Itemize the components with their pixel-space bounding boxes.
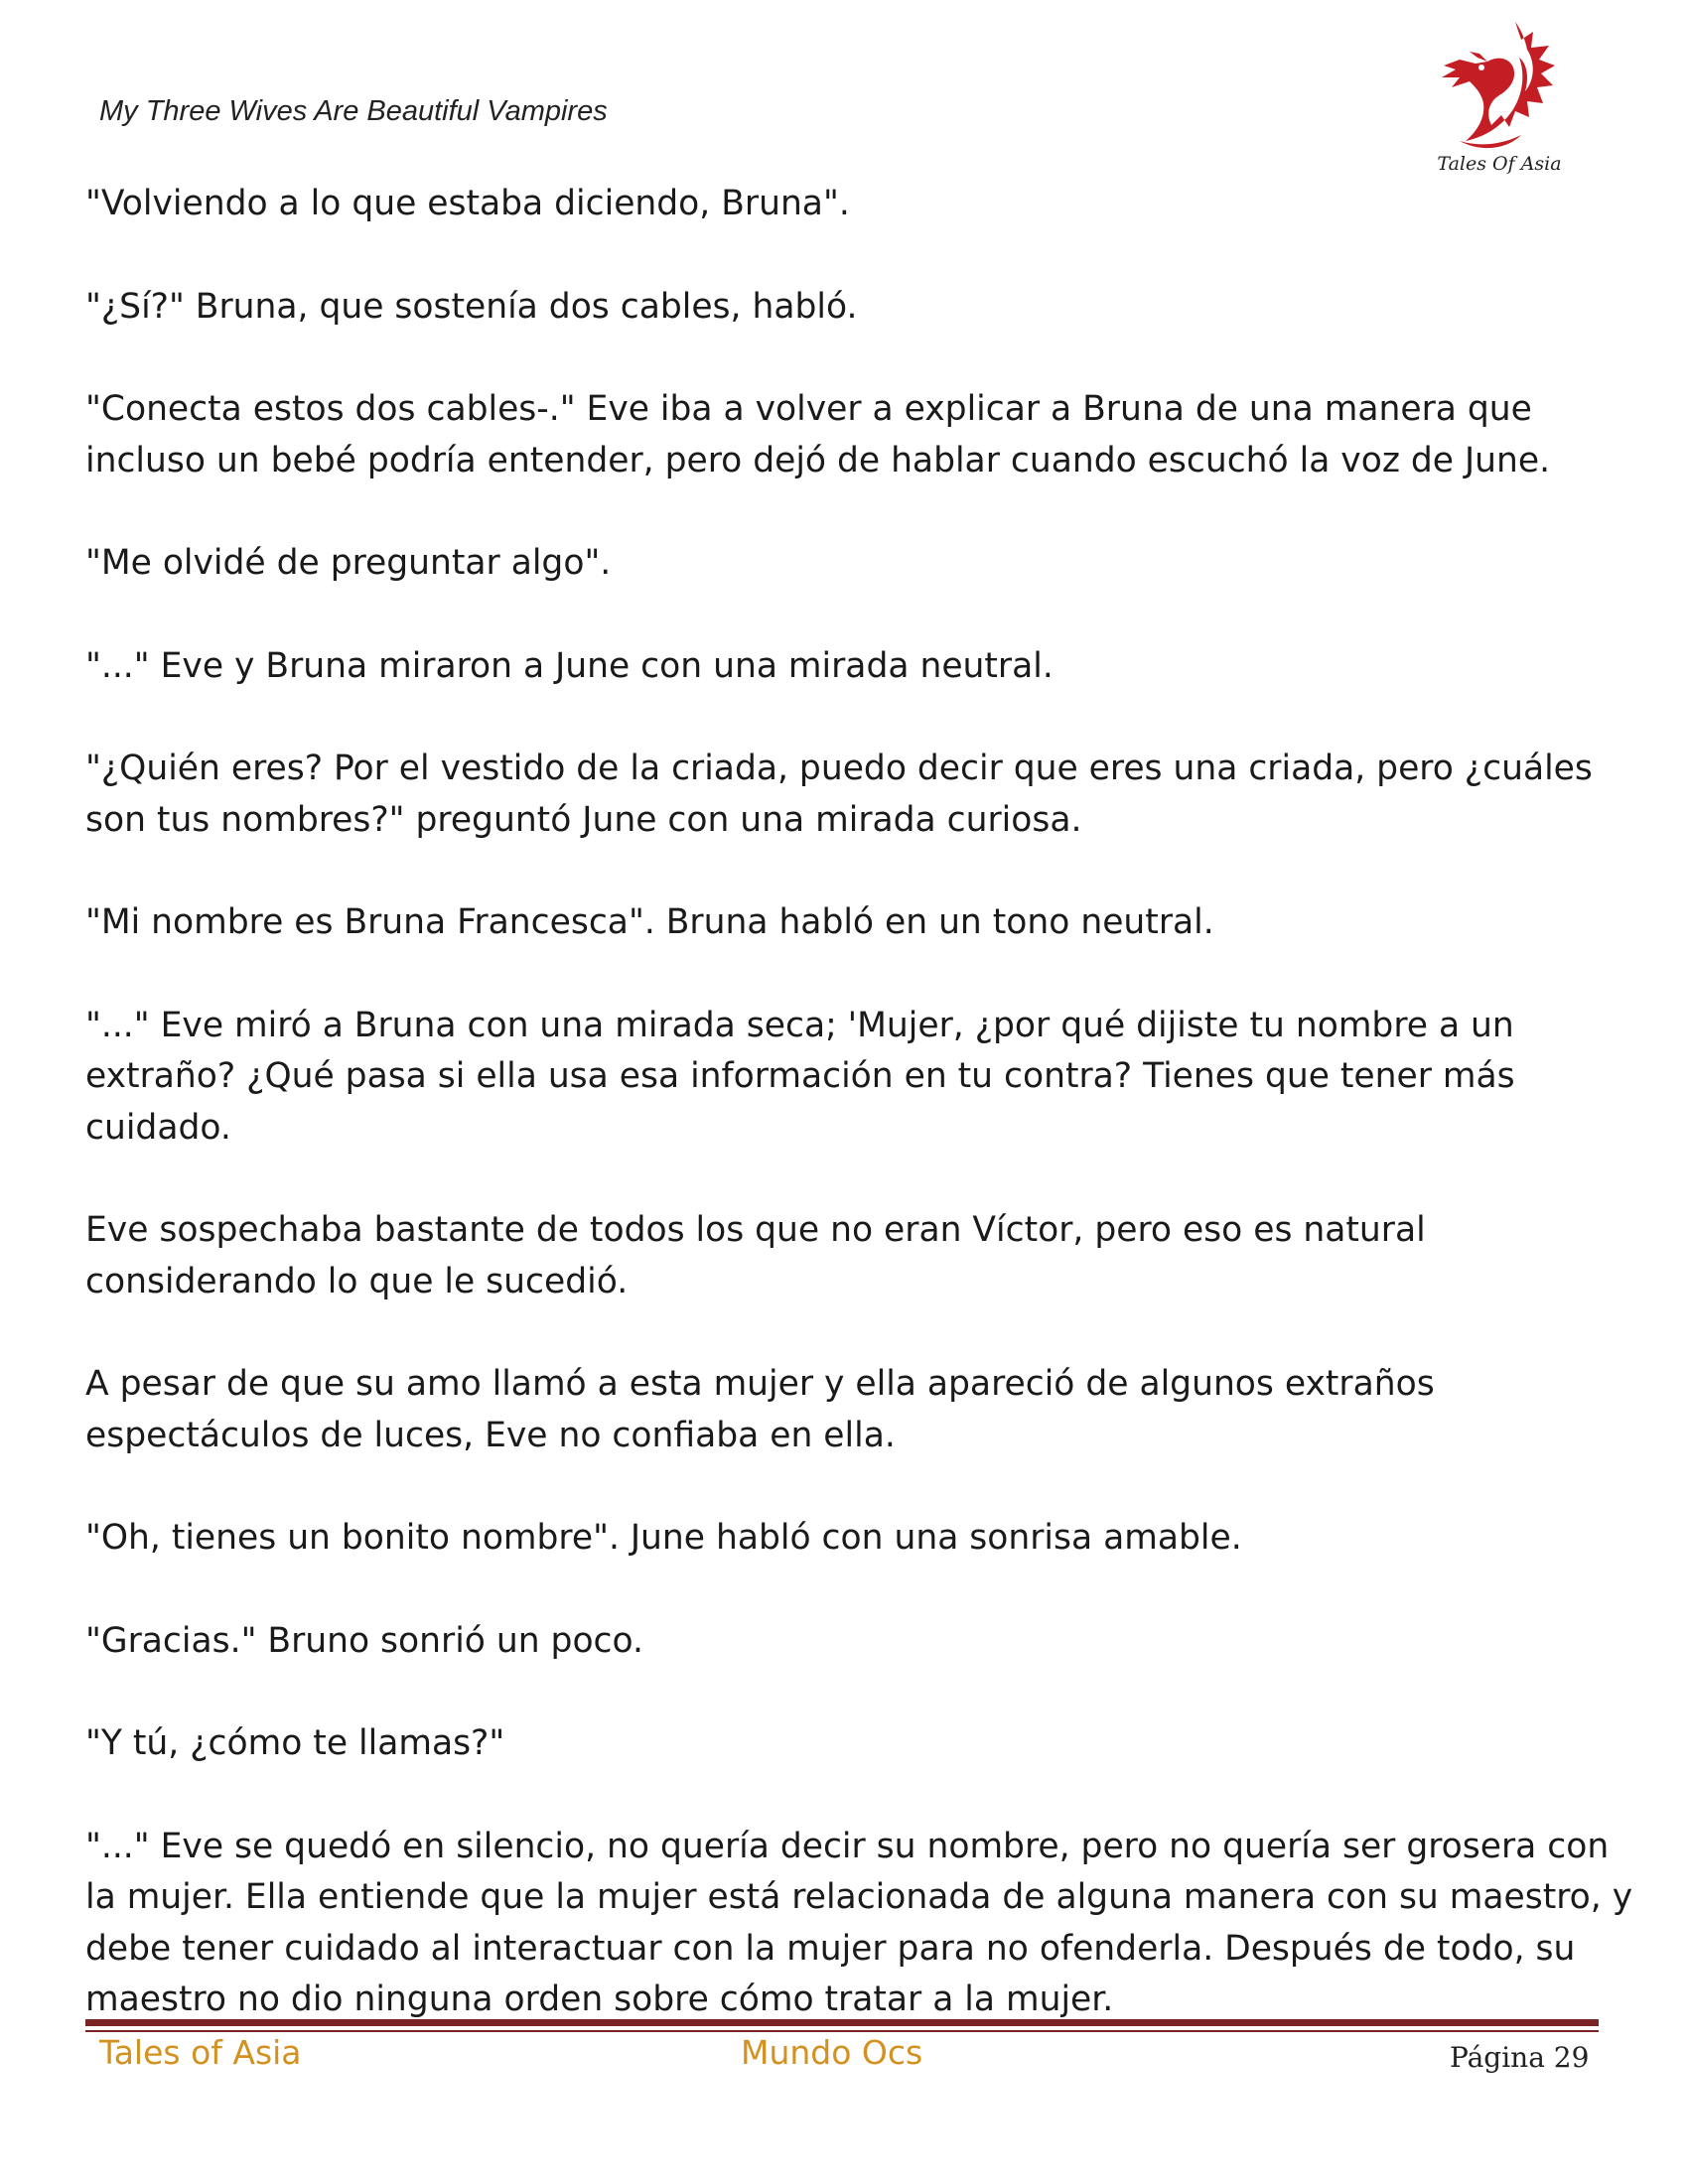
text-line: "¿Quién eres? Por el vestido de la criada, puedo decir que eres una criada, pero ¿cuáles [85, 749, 1593, 788]
text-line: la mujer. Ella entiende que la mujer está relacionada de alguna manera con su maestro, y [85, 1877, 1633, 1917]
text-line: "..." Eve miró a Bruna con una mirada seca; 'Mujer, ¿por qué dijiste tu nombre a un [85, 1005, 1514, 1045]
footer-divider-thin [85, 2030, 1599, 2032]
paragraph [85, 641, 1615, 693]
text-line: son tus nombres?" preguntó June con una mirada curiosa. [85, 799, 1082, 840]
text-line: debe tener cuidado al interactuar con la mujer para no ofenderla. Después de todo, su [85, 1928, 1576, 1969]
text-line: "Mi nombre es Bruna Francesca". Bruna habló en un tono neutral. [85, 902, 1214, 942]
footer-divider [85, 2019, 1599, 2026]
paragraph [85, 744, 1615, 846]
paragraph [85, 538, 1615, 590]
paragraph [85, 897, 1615, 949]
paragraph [85, 1513, 1615, 1565]
logo-wordmark: Tales Of Asia [1437, 153, 1562, 175]
text-line: "Y tú, ¿cómo te llamas?" [85, 1723, 505, 1763]
paragraph [85, 1822, 1633, 2026]
text-line: considerando lo que le sucedió. [85, 1261, 629, 1301]
text-line: "Me olvidé de preguntar algo". [85, 543, 612, 583]
paragraph [85, 1359, 1615, 1461]
text-line: extraño? ¿Qué pasa si ella usa esa información en tu contra? Tienes que tener más [85, 1056, 1515, 1096]
text-line: "Conecta estos dos cables-." Eve iba a volver a explicar a Bruna de una manera que [85, 389, 1532, 429]
text-line: Eve sospechaba bastante de todos los que no eran Víctor, pero eso es natural [85, 1210, 1426, 1250]
text-line: "Oh, tienes un bonito nombre". June habló con una sonrisa amable. [85, 1518, 1242, 1558]
text-line: "Volviendo a lo que estaba diciendo, Bruna". [85, 184, 850, 223]
footer-section: Mundo Ocs [741, 2033, 923, 2072]
document-header-title: My Three Wives Are Beautiful Vampires [99, 95, 608, 127]
paragraph [85, 384, 1615, 486]
text-line: "..." Eve y Bruna miraron a June con una mirada neutral. [85, 645, 1054, 686]
red-dragon-icon [1430, 18, 1569, 155]
paragraph [85, 1205, 1615, 1307]
text-line: "¿Sí?" Bruna, que sostenía dos cables, habló. [85, 286, 858, 327]
paragraph [85, 1616, 1615, 1668]
paragraph [85, 1718, 1615, 1770]
text-line: "..." Eve se quedó en silencio, no quería decir su nombre, pero no quería ser grosera con [85, 1826, 1610, 1866]
text-line: espectáculos de luces, Eve no confiaba en ella. [85, 1415, 896, 1455]
paragraph [85, 1001, 1615, 1155]
page-number: Página 29 [1450, 2041, 1590, 2074]
text-line: cuidado. [85, 1107, 231, 1148]
footer-publisher: Tales of Asia [99, 2033, 302, 2072]
text-line: incluso un bebé podría entender, pero dejó de hablar cuando escuchó la voz de June. [85, 440, 1551, 480]
paragraph [85, 282, 1615, 334]
publisher-logo [1430, 18, 1569, 182]
text-line: maestro no dio ninguna orden sobre cómo tratar a la mujer. [85, 1979, 1114, 2019]
text-line: "Gracias." Bruno sonrió un poco. [85, 1620, 643, 1661]
page-body [85, 179, 1633, 2078]
paragraph [85, 179, 1615, 230]
text-line: A pesar de que su amo llamó a esta mujer y ella apareció de algunos extraños [85, 1364, 1435, 1404]
